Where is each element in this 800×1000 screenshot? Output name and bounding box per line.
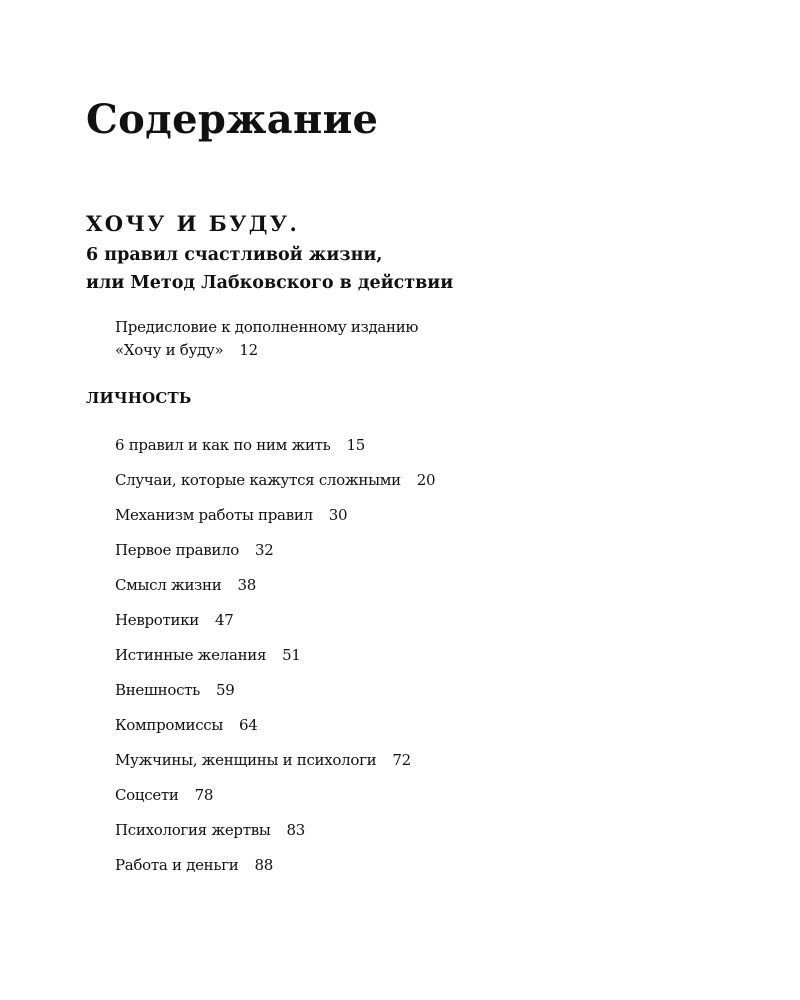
book-subtitle-line: 6 правил счастливой жизни, — [86, 245, 383, 265]
page-number: 15 — [346, 436, 366, 454]
entry-title: Истинные желания — [115, 646, 267, 664]
page-number: 47 — [215, 611, 234, 629]
page-title: Содержание — [86, 96, 379, 143]
page-number: 51 — [282, 646, 301, 664]
page-number: 83 — [286, 821, 305, 839]
entry-title: Внешность — [115, 681, 201, 699]
toc-entry[interactable] — [115, 748, 435, 783]
entry-title: Соцсети — [115, 786, 179, 804]
preface-title: «Хочу и буду» — [115, 341, 224, 359]
entry-title: Мужчины, женщины и психологи — [115, 751, 377, 769]
toc-entry[interactable] — [115, 643, 435, 678]
page-number: 32 — [255, 541, 274, 559]
toc-entry[interactable] — [115, 433, 435, 468]
toc-entry[interactable] — [115, 713, 435, 748]
entry-title: 6 правил и как по ним жить — [115, 436, 331, 454]
toc-entry[interactable] — [115, 853, 435, 888]
preface-title-line: Предисловие к дополненному изданию — [115, 318, 419, 336]
toc-entry[interactable] — [115, 503, 435, 538]
entry-title: Работа и деньги — [115, 856, 239, 874]
book-title-block — [86, 209, 453, 297]
toc-page — [86, 0, 766, 1000]
preface-title-line-2 — [115, 339, 418, 362]
page-number: 72 — [392, 751, 411, 769]
page-number: 59 — [216, 681, 235, 699]
entry-title: Смысл жизни — [115, 576, 222, 594]
entry-title: Первое правило — [115, 541, 240, 559]
toc-list — [115, 433, 435, 888]
toc-entry[interactable] — [115, 573, 435, 608]
toc-entry[interactable] — [115, 538, 435, 573]
entry-title: Психология жертвы — [115, 821, 271, 839]
page-number: 30 — [328, 506, 348, 524]
book-subtitle — [86, 241, 453, 297]
toc-entry[interactable] — [115, 678, 435, 713]
toc-entry[interactable] — [115, 818, 435, 853]
page-number: 20 — [416, 471, 436, 489]
page-number: 12 — [239, 341, 258, 359]
book-subtitle-line: или Метод Лабковского в действии — [86, 273, 454, 293]
book-title: ХОЧУ И БУДУ. — [86, 211, 300, 236]
page-number: 78 — [194, 786, 214, 804]
entry-title: Компромиссы — [115, 716, 224, 734]
entry-title: Механизм работы правил — [115, 506, 313, 524]
toc-entry[interactable] — [115, 608, 435, 643]
toc-entry[interactable] — [115, 783, 435, 818]
toc-entry-preface[interactable] — [115, 316, 418, 362]
entry-title: Невротики — [115, 611, 200, 629]
page-number: 64 — [239, 716, 258, 734]
entry-title: Случаи, которые кажутся сложными — [115, 471, 401, 489]
page-number: 38 — [237, 576, 256, 594]
page-number: 88 — [254, 856, 274, 874]
toc-entry[interactable] — [115, 468, 435, 503]
section-heading: ЛИЧНОСТЬ — [86, 389, 192, 407]
